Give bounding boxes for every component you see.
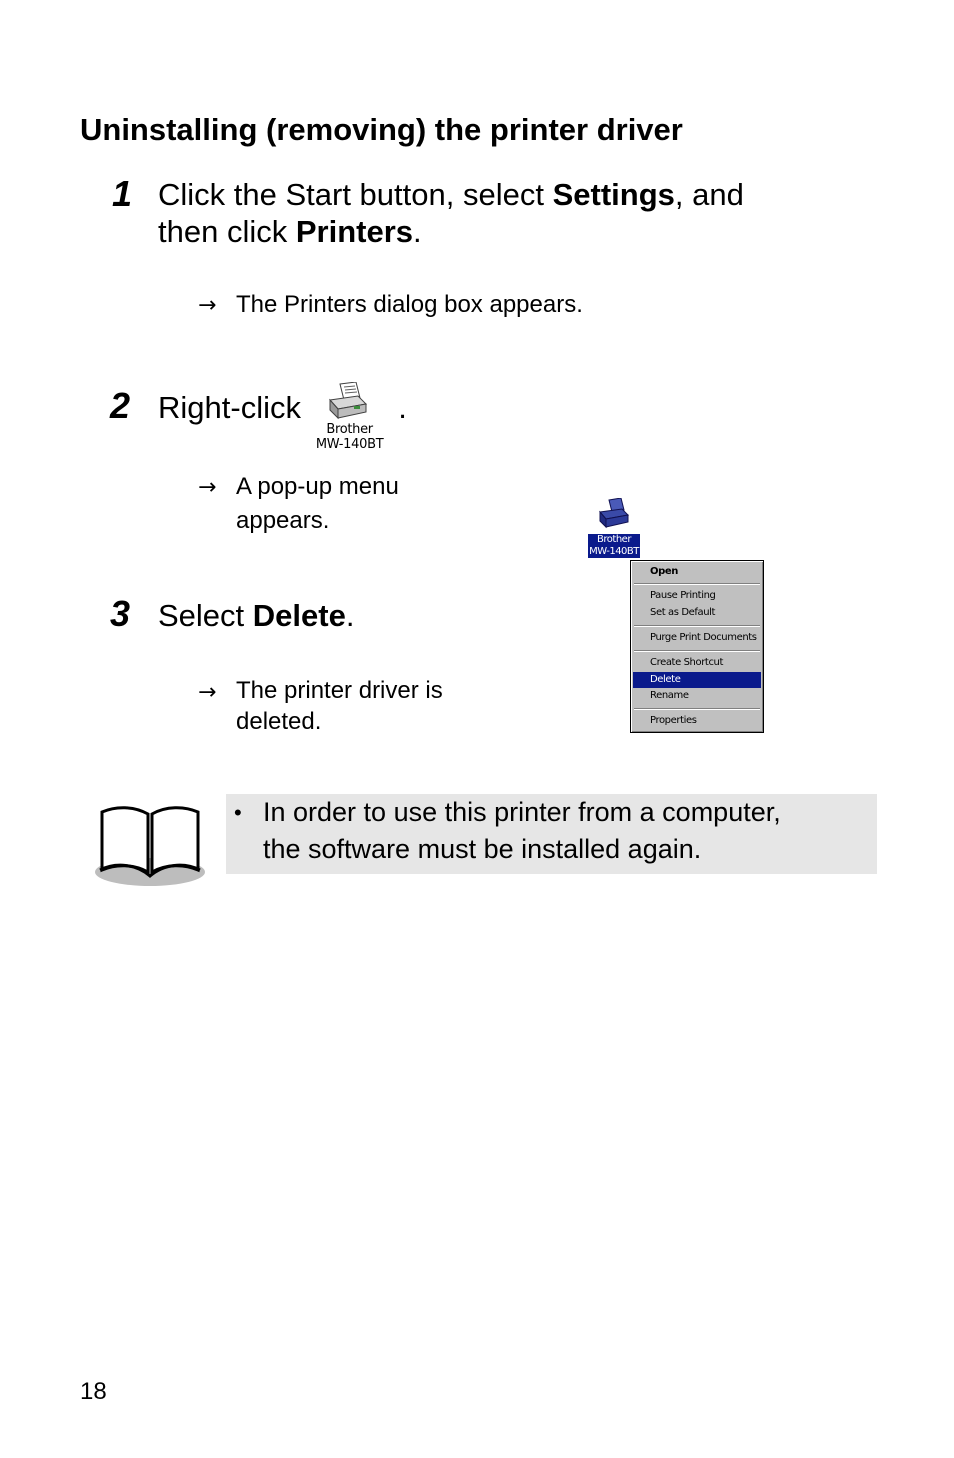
menu-separator <box>634 708 760 710</box>
menu-item-delete[interactable]: Delete <box>633 672 761 688</box>
step-1-result-text: The Printers dialog box appears. <box>236 291 583 318</box>
menu-item-create-shortcut[interactable]: Create Shortcut <box>650 657 723 668</box>
step-2-result-line-1: A pop-up menu <box>236 473 399 500</box>
step-3-number: 3 <box>110 593 131 634</box>
step-2-number: 2 <box>110 385 131 426</box>
step-2-result <box>198 470 498 534</box>
menu-separator <box>634 583 760 585</box>
printer-icon-label-2: MW-140BT <box>315 437 384 452</box>
note-bullet: • <box>234 800 242 825</box>
menu-item-set-as-default[interactable]: Set as Default <box>650 607 716 618</box>
step-1-line2-pre: then click <box>158 214 296 249</box>
open-book-icon <box>94 800 206 895</box>
menu-item-open[interactable]: Open <box>650 566 678 577</box>
arrow-icon: → <box>198 680 217 705</box>
printer-icon-label-1: Brother <box>326 422 373 437</box>
menu-separator <box>634 650 760 652</box>
menu-item-pause-printing[interactable]: Pause Printing <box>650 590 716 601</box>
menu-item-rename[interactable]: Rename <box>650 690 689 701</box>
menu-item-purge-print-documents[interactable]: Purge Print Documents <box>650 632 757 643</box>
note-line-1: In order to use this printer from a computer, <box>263 797 781 827</box>
arrow-icon: → <box>198 293 217 318</box>
step-3-text-post: . <box>345 598 355 633</box>
step-2-text-pre: Right-click <box>158 390 301 425</box>
step-3-text-pre: Select <box>158 598 253 633</box>
step-3-text <box>158 597 354 634</box>
note-box <box>226 794 877 874</box>
step-1-text <box>158 176 744 250</box>
step-1-line1-post: , and <box>674 177 744 212</box>
step-1-line2-post: . <box>413 214 422 249</box>
step-3-delete: Delete <box>252 598 346 633</box>
step-1-printers: Printers <box>295 214 414 249</box>
desktop-icon-label-2: MW-140BT <box>589 546 639 557</box>
context-menu <box>630 560 764 733</box>
printer-icon <box>588 498 640 534</box>
desktop-icon-label-1: Brother <box>588 534 640 546</box>
step-3-result-line-2: deleted. <box>236 708 322 735</box>
step-1-line1-pre: Click the Start button, select <box>158 177 553 212</box>
page-number: 18 <box>80 1378 107 1405</box>
menu-item-properties[interactable]: Properties <box>650 715 697 726</box>
step-3-result <box>198 675 518 735</box>
desktop-printer-icon[interactable] <box>588 498 640 558</box>
menu-separator <box>634 625 760 627</box>
step-2-result-line-2: appears. <box>236 507 330 534</box>
step-2-text-post: . <box>398 390 407 425</box>
step-1-number: 1 <box>112 173 133 214</box>
step-2-text <box>158 389 407 452</box>
step-1-result <box>198 288 583 323</box>
step-1-settings: Settings <box>552 177 675 212</box>
arrow-icon: → <box>198 475 217 500</box>
note-text <box>263 794 863 868</box>
note-line-2: the software must be installed again. <box>263 834 702 864</box>
step-3-result-line-1: The printer driver is <box>236 677 443 704</box>
section-heading: Uninstalling (removing) the printer driver <box>80 112 683 147</box>
